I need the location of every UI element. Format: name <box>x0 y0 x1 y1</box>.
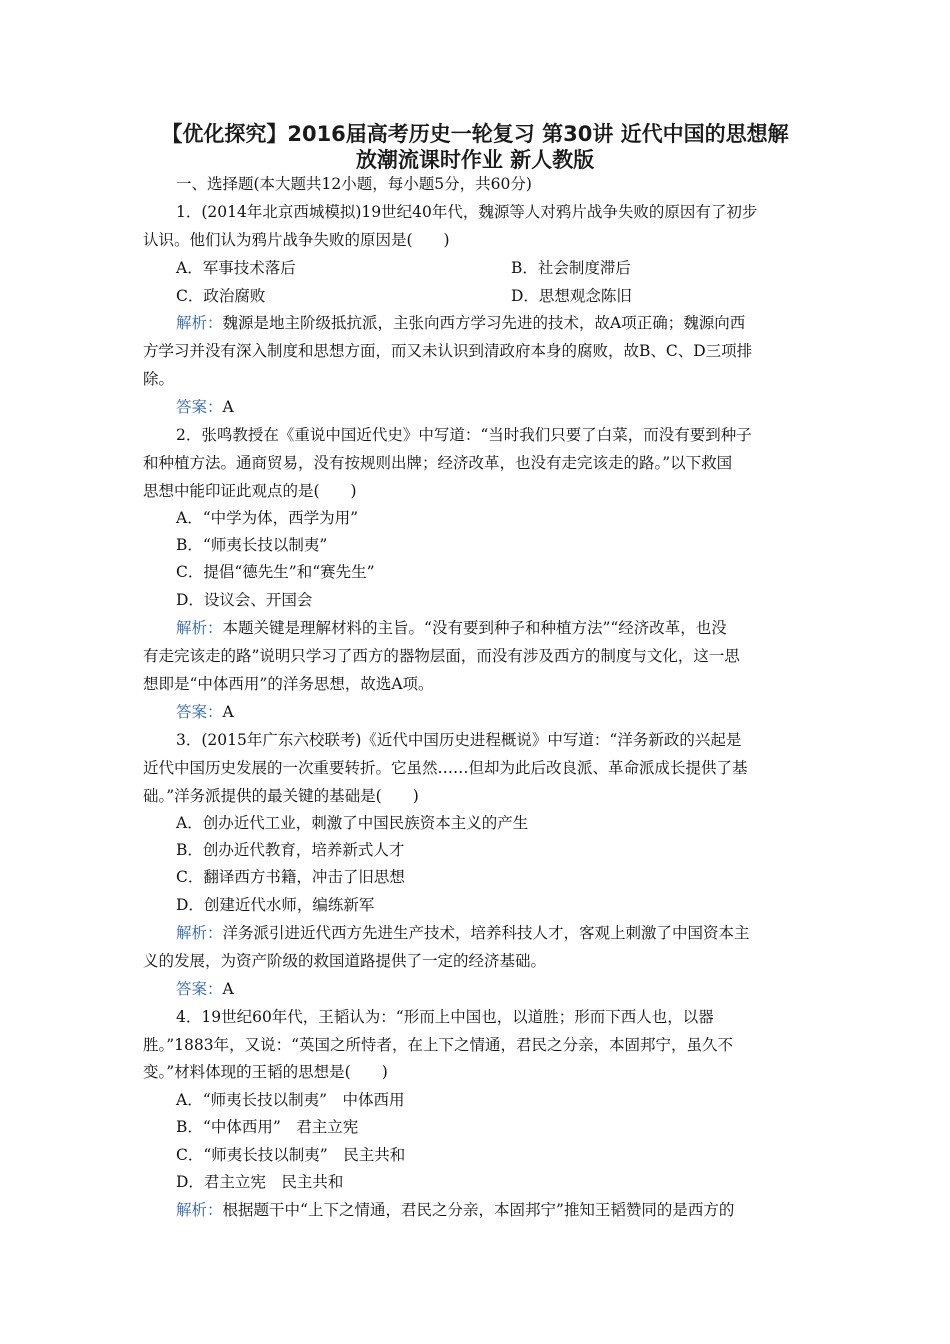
q3-explanation-line-2: 义的发展，为资产阶级的救国道路提供了一定的经济基础。 <box>143 952 547 970</box>
q3-stem-line-1: 3．(2015年广东六校联考)《近代中国历史进程概说》中写道：“洋务新政的兴起是 <box>176 731 742 749</box>
q1-answer <box>176 397 234 417</box>
q1-explanation-line-3: 除。 <box>143 370 175 388</box>
q1-option-a: A．军事技术落后 <box>176 259 296 277</box>
q3-option-c: C．翻译西方书籍，冲击了旧思想 <box>176 868 405 886</box>
q2-option-a: A．“中学为体，西学为用” <box>176 509 359 527</box>
answer-label: 答案： <box>176 980 223 998</box>
q4-stem-line-3: 变。”材料体现的王韬的思想是( ) <box>143 1063 388 1081</box>
q3-option-b: B．创办近代教育，培养新式人才 <box>176 841 405 859</box>
q3-explanation-line-1 <box>176 923 750 943</box>
document-title <box>120 121 830 173</box>
q3-option-d: D．创建近代水师，编练新军 <box>176 896 375 914</box>
answer-label: 答案： <box>176 398 223 416</box>
q1-explanation-line-2: 方学习并没有深入制度和思想方面，而又未认识到清政府本身的腐败，故B、C、D三项排 <box>143 342 753 360</box>
q3-explanation-text: 洋务派引进近代西方先进生产技术，培养科技人才，客观上刺激了中国资本主 <box>222 924 750 942</box>
q1-stem-line-2: 认识。他们认为鸦片战争失败的原因是( ) <box>143 231 450 249</box>
q1-stem-line-1: 1．(2014年北京西城模拟)19世纪40年代，魏源等人对鸦片战争失败的原因有了初步 <box>176 203 758 221</box>
q3-stem-line-3: 础。”洋务派提供的最关键的基础是( ) <box>143 787 419 805</box>
q3-answer <box>176 979 234 999</box>
explanation-label: 解析： <box>176 924 223 942</box>
q2-answer <box>176 702 234 722</box>
q4-explanation-text: 根据题干中“上下之情通，君民之分亲，本固邦宁”推知王韬赞同的是西方的 <box>222 1201 735 1219</box>
q2-answer-value: A <box>222 703 234 721</box>
explanation-label: 解析： <box>176 314 223 332</box>
q1-explanation-line-1 <box>176 313 745 333</box>
q2-explanation-line-2: 有走完该走的路”说明只学习了西方的器物层面，而没有涉及西方的制度与文化，这一思 <box>143 647 740 665</box>
q2-option-c: C．提倡“德先生”和“赛先生” <box>176 563 375 581</box>
q3-option-a: A．创办近代工业，刺激了中国民族资本主义的产生 <box>176 814 529 832</box>
section-heading: 一、选择题(本大题共12小题，每小题5分，共60分) <box>176 175 532 193</box>
q2-stem-line-2: 和种植方法。通商贸易，没有按规则出牌；经济改革，也没有走完该走的路。”以下救国 <box>143 454 733 472</box>
q1-option-d: D．思想观念陈旧 <box>511 287 632 305</box>
q2-explanation-text: 本题关键是理解材料的主旨。“没有要到种子和种植方法”“经济改革，也没 <box>222 619 727 637</box>
q3-stem-line-2: 近代中国历史发展的一次重要转折。它虽然……但却为此后改良派、革命派成长提供了基 <box>143 759 748 777</box>
title-line-2: 放潮流课时作业 新人教版 <box>355 148 595 172</box>
q4-option-c: C．“师夷长技以制夷” 民主共和 <box>176 1146 406 1164</box>
q4-stem-line-2: 胜。”1883年，又说：“英国之所恃者，在上下之情通，君民之分亲，本固邦宁，虽久不 <box>143 1036 734 1054</box>
q3-answer-value: A <box>222 980 234 998</box>
explanation-label: 解析： <box>176 1201 223 1219</box>
q4-option-b: B．“中体西用” 君主立宪 <box>176 1118 359 1136</box>
q2-stem-line-1: 2．张鸣教授在《重说中国近代史》中写道：“当时我们只要了白菜，而没有要到种子 <box>176 426 752 444</box>
q2-explanation-line-3: 想即是“中体西用”的洋务思想，故选A项。 <box>143 675 434 693</box>
q4-stem-line-1: 4．19世纪60年代，王韬认为：“形而上中国也，以道胜；形而下西人也，以器 <box>176 1008 714 1026</box>
q4-explanation-line-1 <box>176 1200 734 1220</box>
q4-option-d: D．君主立宪 民主共和 <box>176 1173 344 1191</box>
q2-option-b: B．“师夷长技以制夷” <box>176 536 328 554</box>
q1-answer-value: A <box>222 398 234 416</box>
q2-option-d: D．设议会、开国会 <box>176 591 313 609</box>
q1-option-b: B．社会制度滞后 <box>511 259 631 277</box>
explanation-label: 解析： <box>176 619 223 637</box>
q1-explanation-text: 魏源是地主阶级抵抗派，主张向西方学习先进的技术，故A项正确；魏源向西 <box>222 314 746 332</box>
q4-option-a: A．“师夷长技以制夷” 中体西用 <box>176 1091 405 1109</box>
q1-option-c: C．政治腐败 <box>176 287 266 305</box>
q2-explanation-line-1 <box>176 618 727 638</box>
answer-label: 答案： <box>176 703 223 721</box>
title-line-1: 【优化探究】2016届高考历史一轮复习 第30讲 近代中国的思想解 <box>161 122 789 146</box>
q2-stem-line-3: 思想中能印证此观点的是( ) <box>143 482 357 500</box>
